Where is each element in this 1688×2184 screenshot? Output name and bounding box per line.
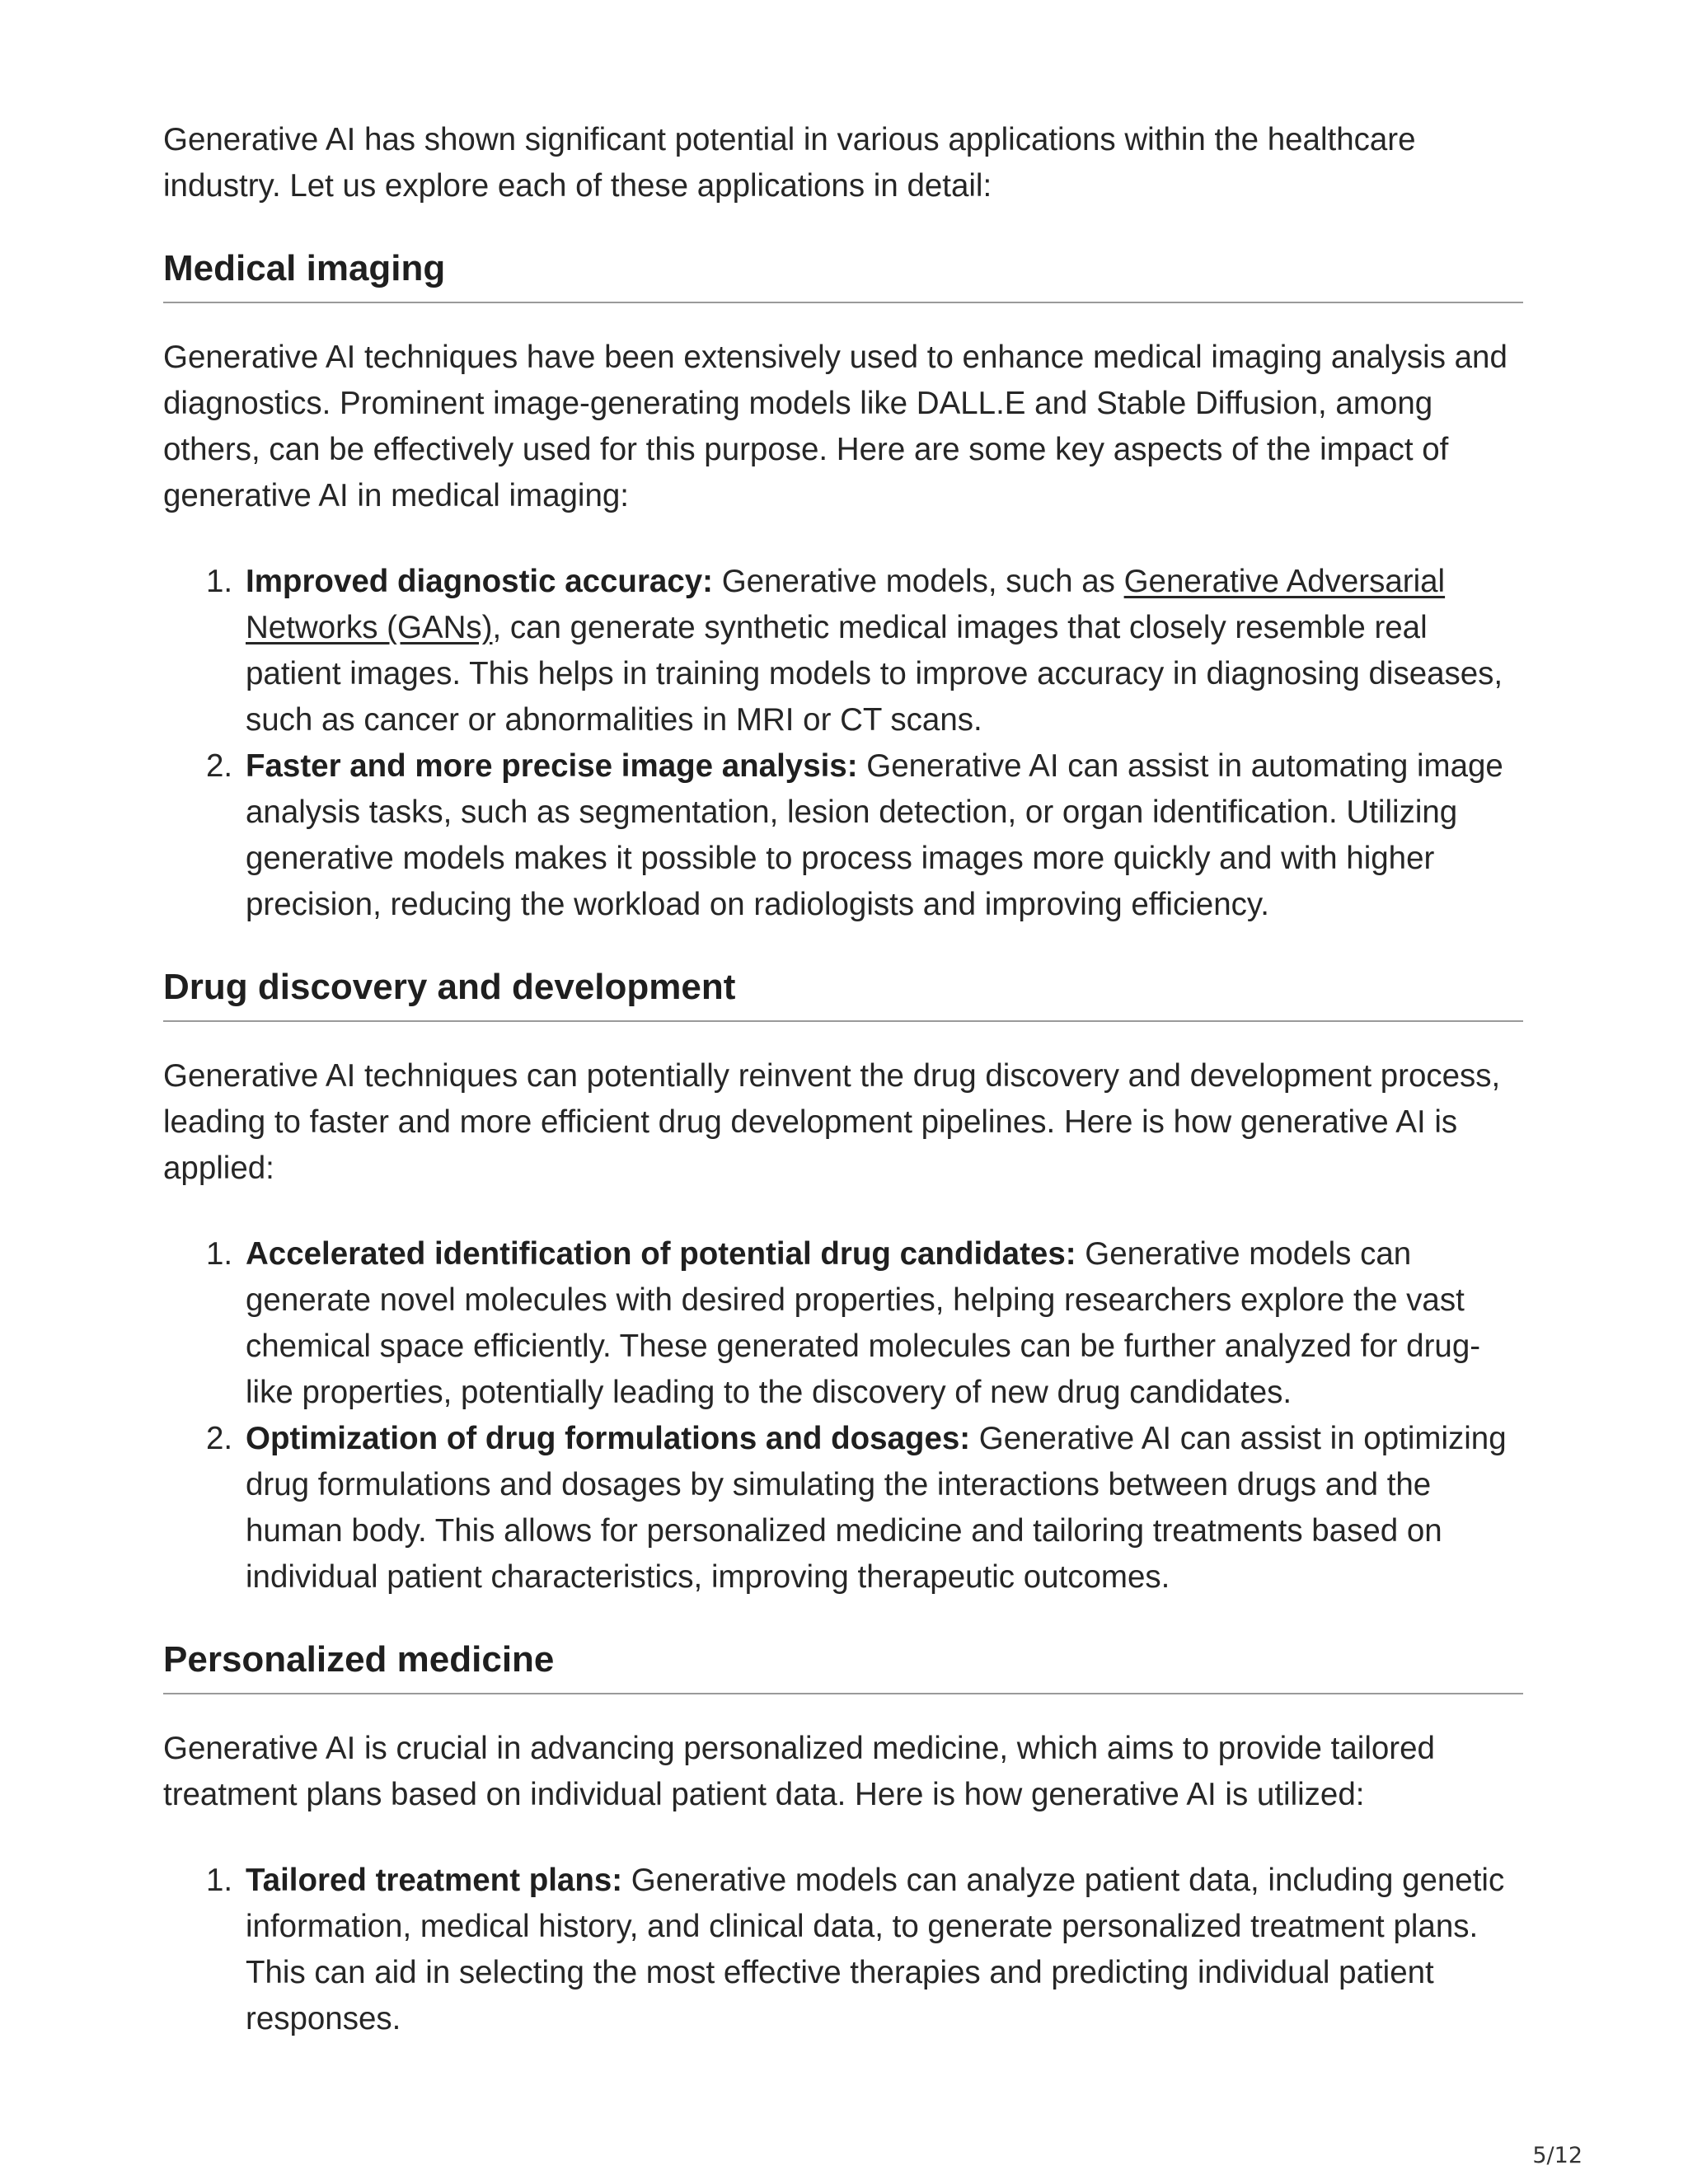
section-drug-discovery xyxy=(163,964,1523,1601)
gans-link[interactable]: Generative Adversarial Networks (GANs) xyxy=(246,564,1446,645)
list-item-text: Generative models can generate novel molecules with desired properties, helping researchers explore the vast chemical space efficiently. These generated molecules can be further analyzed for drug-like properties, potentially leading to the discovery of new drug candidates. xyxy=(246,1236,1481,1410)
intro-paragraph: Generative AI has shown significant potential in various applications within the healthcare industry. Let us explore each of these applications in detail: xyxy=(163,122,1416,204)
list-item-lead: Tailored treatment plans: xyxy=(246,1863,623,1898)
list-number: 2. xyxy=(206,748,233,784)
section-personalized-medicine xyxy=(163,1637,1523,2042)
section-paragraph: Generative AI is crucial in advancing personalized medicine, which aims to provide tailored treatment plans based on individual patient data. Here is how generative AI is utilized: xyxy=(163,1731,1435,1812)
list-item-text: Generative AI can assist in automating image analysis tasks, such as segmentation, lesion detection, or organ identification. Utilizing generative models makes it possible to process images more quickly and with higher precision, reducing the workload on radiologists and improving efficiency. xyxy=(246,748,1503,922)
section-paragraph: Generative AI techniques have been extensively used to enhance medical imaging analysis and diagnostics. Prominent image-generating models like DALL.E and Stable Diffusion, among others, can be effectively used for this purpose. Here are some key aspects of the impact of generative AI in medical imaging: xyxy=(163,340,1507,513)
list-item-text: Generative AI can assist in optimizing drug formulations and dosages by simulating the interactions between drugs and the human body. This allows for personalized medicine and tailoring treatments based on individual patient characteristics, improving therapeutic outcomes. xyxy=(246,1421,1507,1595)
section-medical-imaging xyxy=(163,246,1523,928)
list-number: 1. xyxy=(206,1236,233,1272)
list-item-lead: Optimization of drug formulations and dosages: xyxy=(246,1421,971,1456)
list-item xyxy=(163,1858,1523,2042)
list-item xyxy=(163,1231,1523,1416)
numbered-list xyxy=(163,1858,1523,2042)
list-item xyxy=(163,1416,1523,1601)
list-item-text: , can generate synthetic medical images that closely resemble real patient images. This helps in training models to improve accuracy in diagnosing diseases, such as cancer or abnormalities in MRI or CT scans. xyxy=(246,610,1503,738)
list-number: 1. xyxy=(206,1863,233,1898)
list-number: 2. xyxy=(206,1421,233,1456)
list-item-lead: Improved diagnostic accuracy: xyxy=(246,564,713,599)
list-item-lead: Accelerated identification of potential drug candidates: xyxy=(246,1236,1076,1272)
section-heading: Personalized medicine xyxy=(163,1637,1523,1694)
section-paragraph: Generative AI techniques can potentially reinvent the drug discovery and development process, leading to faster and more efficient drug development pipelines. Here is how generative AI is applied: xyxy=(163,1058,1501,1186)
list-item xyxy=(163,743,1523,928)
list-item xyxy=(163,559,1523,743)
section-heading: Medical imaging xyxy=(163,246,1523,303)
page-number: 5/12 xyxy=(1532,2143,1582,2168)
list-number: 1. xyxy=(206,564,233,599)
numbered-list xyxy=(163,1231,1523,1601)
section-heading: Drug discovery and development xyxy=(163,964,1523,1022)
list-item-text: Generative models can analyze patient data, including genetic information, medical history, and clinical data, to generate personalized treatment plans. This can aid in selecting the most effective therapies and predicting individual patient responses. xyxy=(246,1863,1505,2036)
list-item-lead: Faster and more precise image analysis: xyxy=(246,748,858,784)
list-item-text: Generative models, such as xyxy=(713,564,1124,599)
article-content xyxy=(163,117,1523,2042)
numbered-list xyxy=(163,559,1523,928)
